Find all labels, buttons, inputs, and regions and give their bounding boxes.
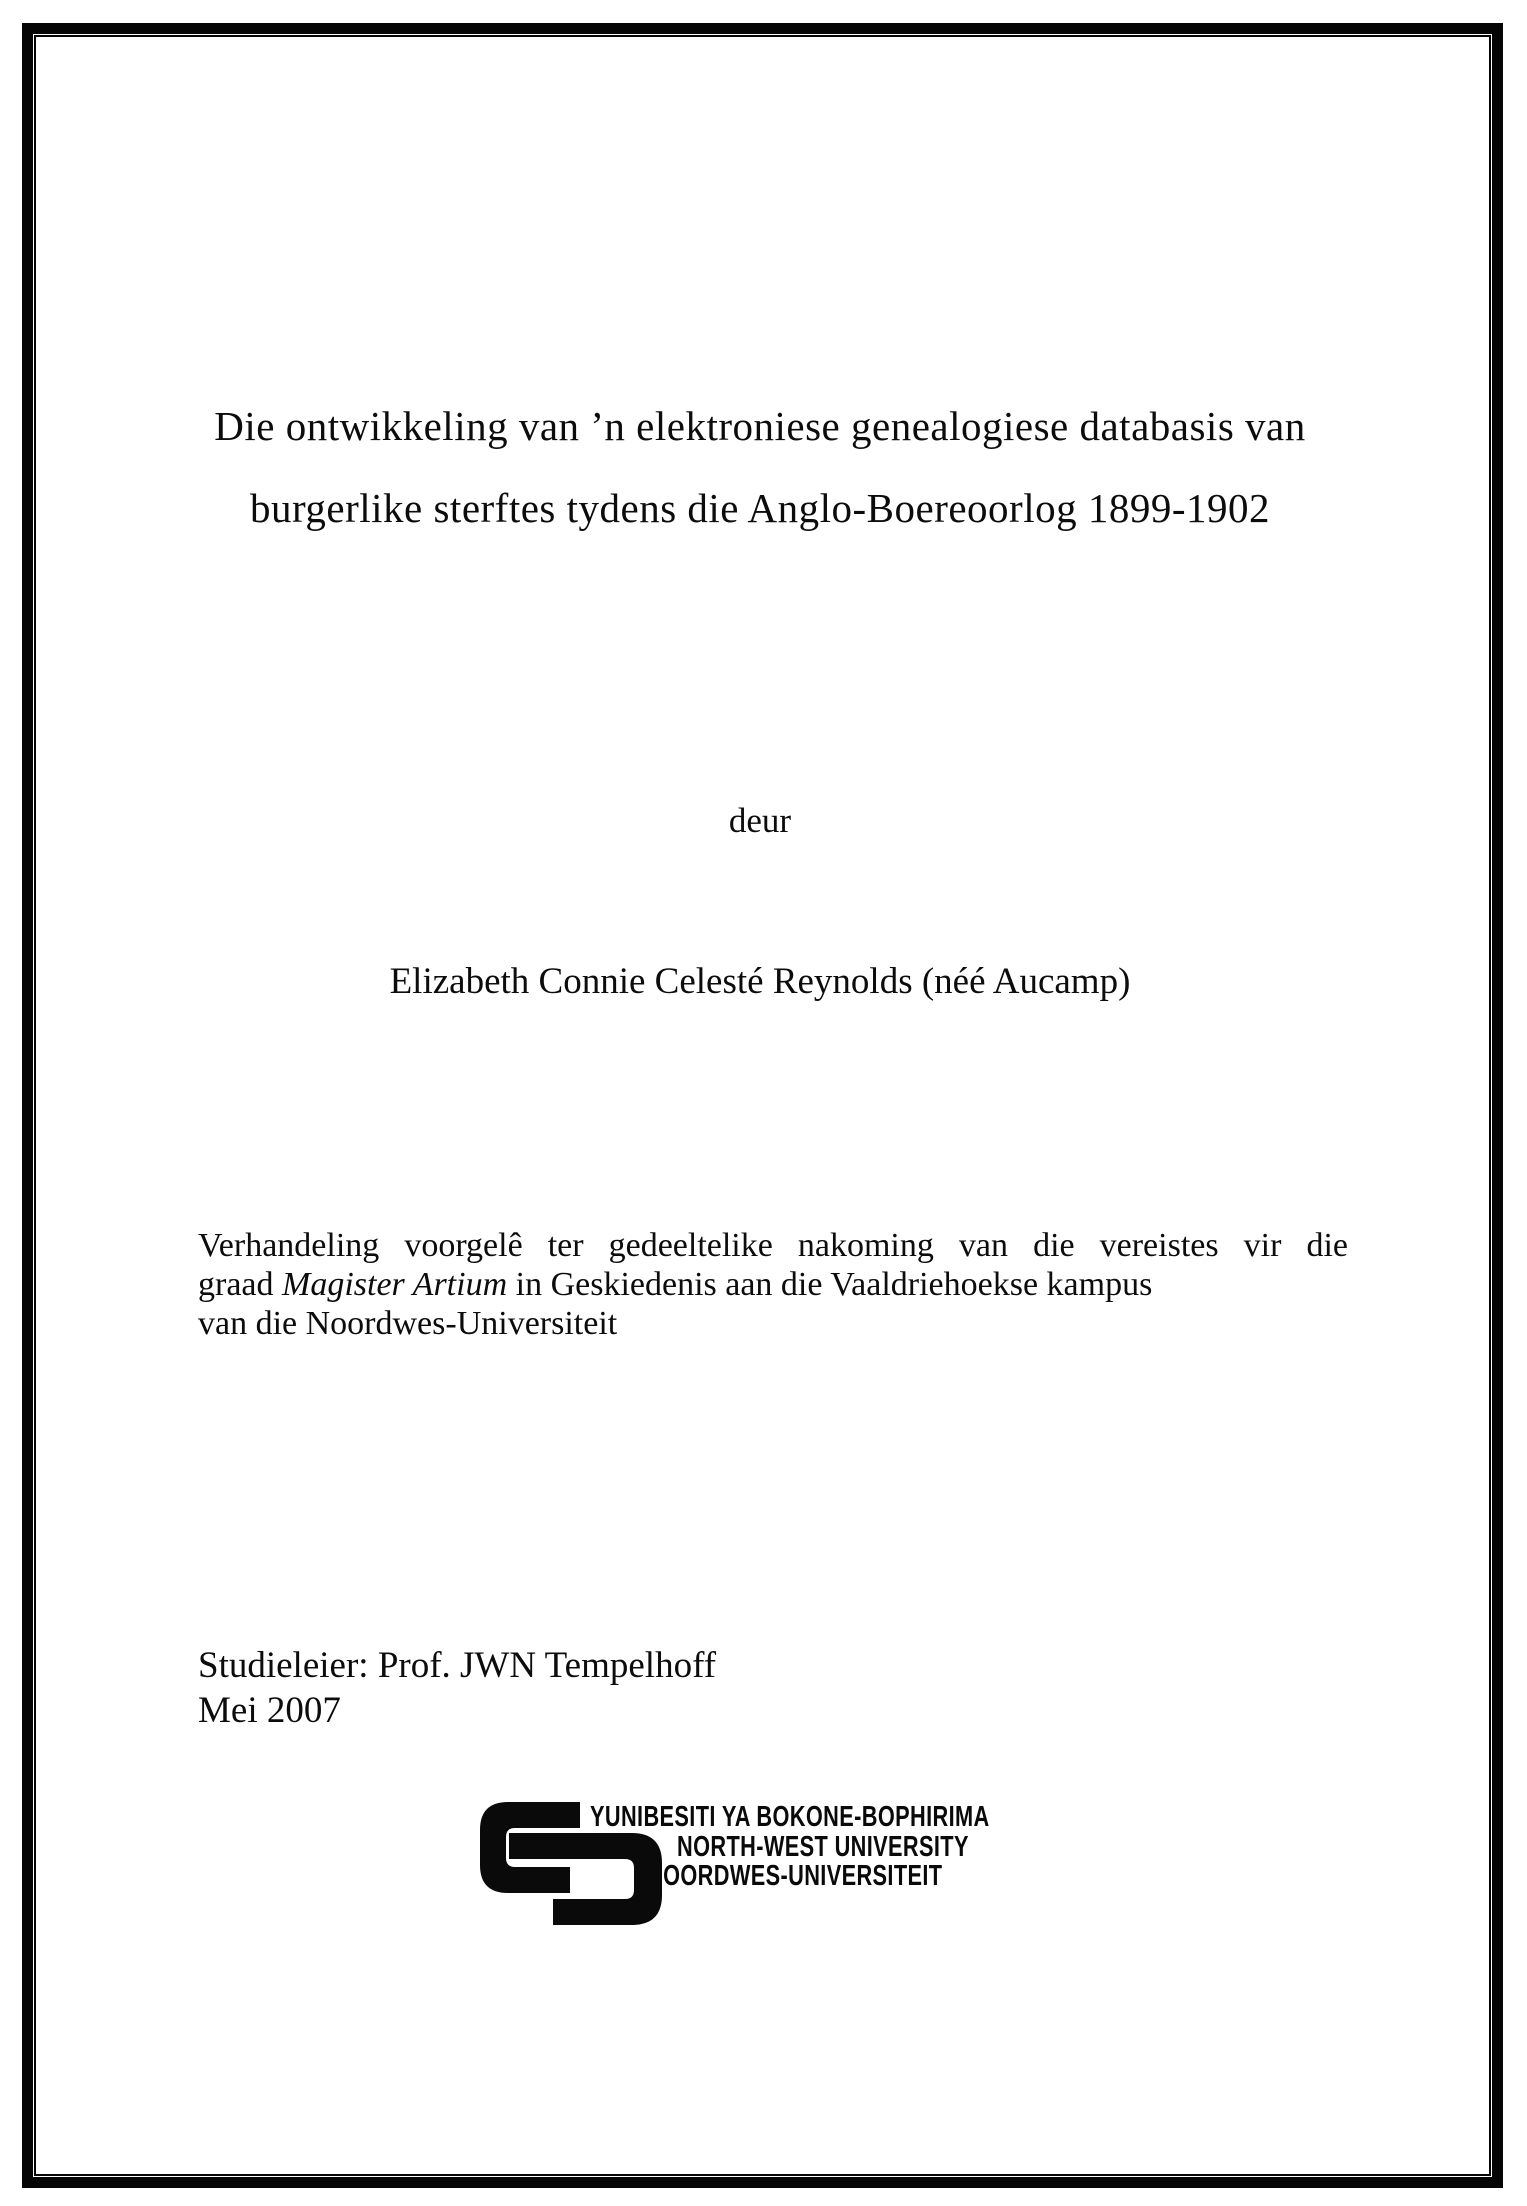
university-name-afrikaans: NOORDWES-UNIVERSITEIT (647, 1860, 943, 1892)
degree-statement-line2-post: in Geskiedenis aan die Vaaldriehoekse kampus (507, 1266, 1153, 1303)
thesis-title (35, 385, 1485, 549)
university-logo-text (590, 1803, 990, 1892)
degree-statement-line1: Verhandeling voorgelê ter gedeeltelike nakoming van die vereistes vir die (198, 1227, 1348, 1264)
degree-statement (198, 1226, 1348, 1343)
date-line: Mei 2007 (198, 1690, 341, 1731)
university-name-english: NORTH-WEST UNIVERSITY (677, 1830, 969, 1863)
degree-name-italic: Magister Artium (282, 1266, 508, 1303)
thesis-title-line2: burgerlike sterftes tydens die Anglo-Boereoorlog 1899-1902 (249, 485, 1270, 531)
degree-statement-line2 (198, 1265, 1348, 1304)
byline-label: deur (728, 801, 792, 840)
supervisor-block (198, 1643, 1098, 1733)
degree-statement-line2-pre: graad (198, 1266, 283, 1303)
author-name: Elizabeth Connie Celesté Reynolds (néé Aucamp) (389, 961, 1131, 1002)
thesis-title-line1: Die ontwikkeling van ’n elektroniese genealogiese databasis van (214, 403, 1306, 449)
supervisor-line: Studieleier: Prof. JWN Tempelhoff (198, 1645, 717, 1686)
degree-statement-line3: van die Noordwes-Universiteit (198, 1305, 618, 1342)
university-name-setswana: YUNIBESITI YA BOKONE-BOPHIRIMA (590, 1801, 990, 1833)
